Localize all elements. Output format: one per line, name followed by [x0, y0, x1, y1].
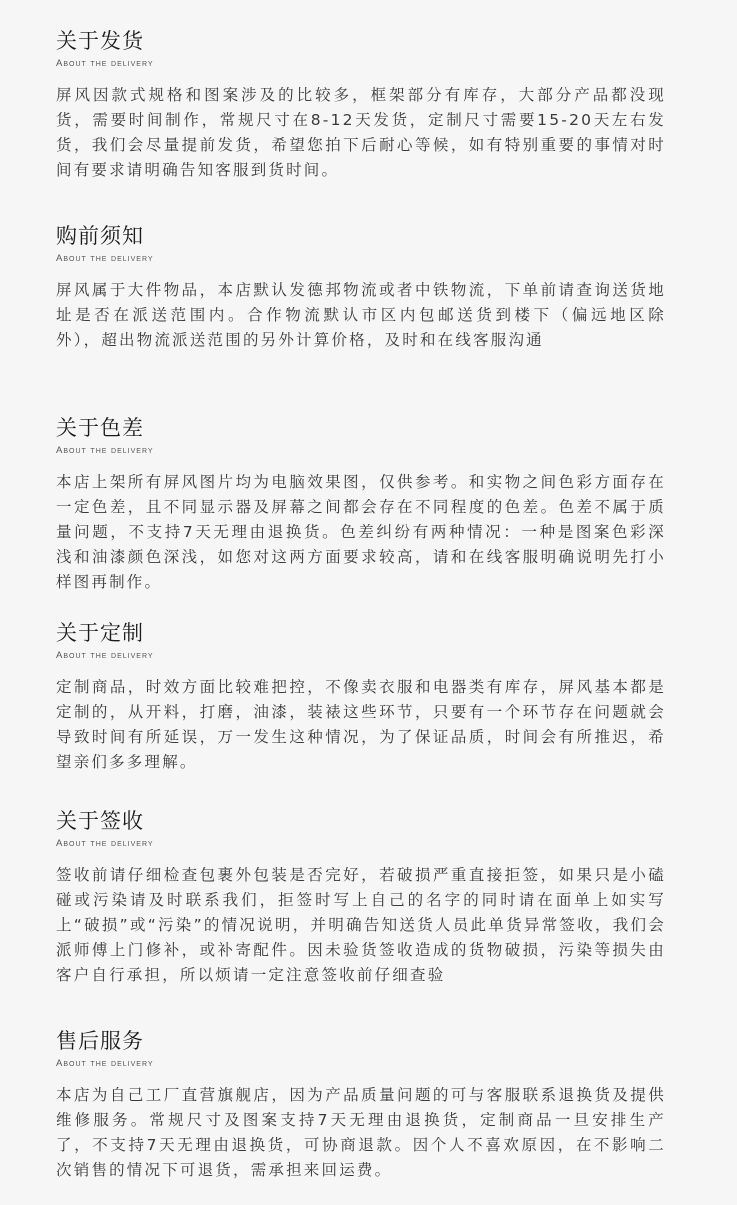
section-pre-purchase: [56, 222, 666, 353]
section-title: 关于色差: [56, 416, 144, 440]
section-subtitle: About the delivery: [56, 58, 154, 69]
section-customization: [56, 619, 666, 775]
section-title: 关于发货: [56, 29, 144, 53]
section-shipping: [56, 27, 666, 183]
section-subtitle: About the delivery: [56, 253, 154, 264]
section-body: 定制商品，时效方面比较难把控，不像卖衣服和电器类有库存，屏风基本都是定制的，从开料，打磨，油漆，装裱这些环节，只要有一个环节存在问题就会导致时间有所延误，万一发生这种情况，为了保证品质，时间会有所推迟，希望亲们多多理解。: [56, 678, 666, 771]
section-receipt: [56, 807, 666, 988]
section-color-difference: [56, 414, 666, 595]
section-body: 签收前请仔细检查包裹外包装是否完好，若破损严重直接拒签，如果只是小磕碰或污染请及时联系我们，拒签时写上自己的名字的同时请在面单上如实写上“破损”或“污染”的情况说明，并明确告知送货人员此单货异常签收，我们会派师傅上门修补，或补寄配件。因未验货签收造成的货物破损，污染等损失由客户自行承担，所以烦请一定注意签收前仔细查验: [56, 866, 666, 984]
section-subtitle: About the delivery: [56, 1058, 154, 1069]
section-subtitle: About the delivery: [56, 838, 154, 849]
section-title: 关于签收: [56, 809, 144, 833]
section-title: 购前须知: [56, 224, 144, 248]
section-body: 屏风属于大件物品，本店默认发德邦物流或者中铁物流，下单前请查询送货地址是否在派送范围内。合作物流默认市区内包邮送货到楼下（偏远地区除外），超出物流派送范围的另外计算价格，及时和在线客服沟通: [56, 281, 666, 349]
section-title: 售后服务: [56, 1029, 144, 1053]
section-subtitle: About the delivery: [56, 445, 154, 456]
section-body: 本店为自己工厂直营旗舰店，因为产品质量问题的可与客服联系退换货及提供维修服务。常规尺寸及图案支持7天无理由退换货，定制商品一旦安排生产了，不支持7天无理由退换货，可协商退款。因个人不喜欢原因，在不影响二次销售的情况下可退货，需承担来回运费。: [56, 1086, 666, 1179]
section-after-sales: [56, 1027, 666, 1183]
section-body: 本店上架所有屏风图片均为电脑效果图，仅供参考。和实物之间色彩方面存在一定色差，且不同显示器及屏幕之间都会存在不同程度的色差。色差不属于质量问题，不支持7天无理由退换货。色差纠纷有两种情况：一种是图案色彩深浅和油漆颜色深浅，如您对这两方面要求较高，请和在线客服明确说明先打小样图再制作。: [56, 473, 666, 591]
section-title: 关于定制: [56, 621, 144, 645]
section-body: 屏风因款式规格和图案涉及的比较多，框架部分有库存，大部分产品都没现货，需要时间制作，常规尺寸在8-12天发货，定制尺寸需要15-20天左右发货，我们会尽量提前发货，希望您拍下后耐心等候，如有特别重要的事情对时间有要求请明确告知客服到货时间。: [56, 86, 666, 179]
section-subtitle: About the delivery: [56, 650, 154, 661]
